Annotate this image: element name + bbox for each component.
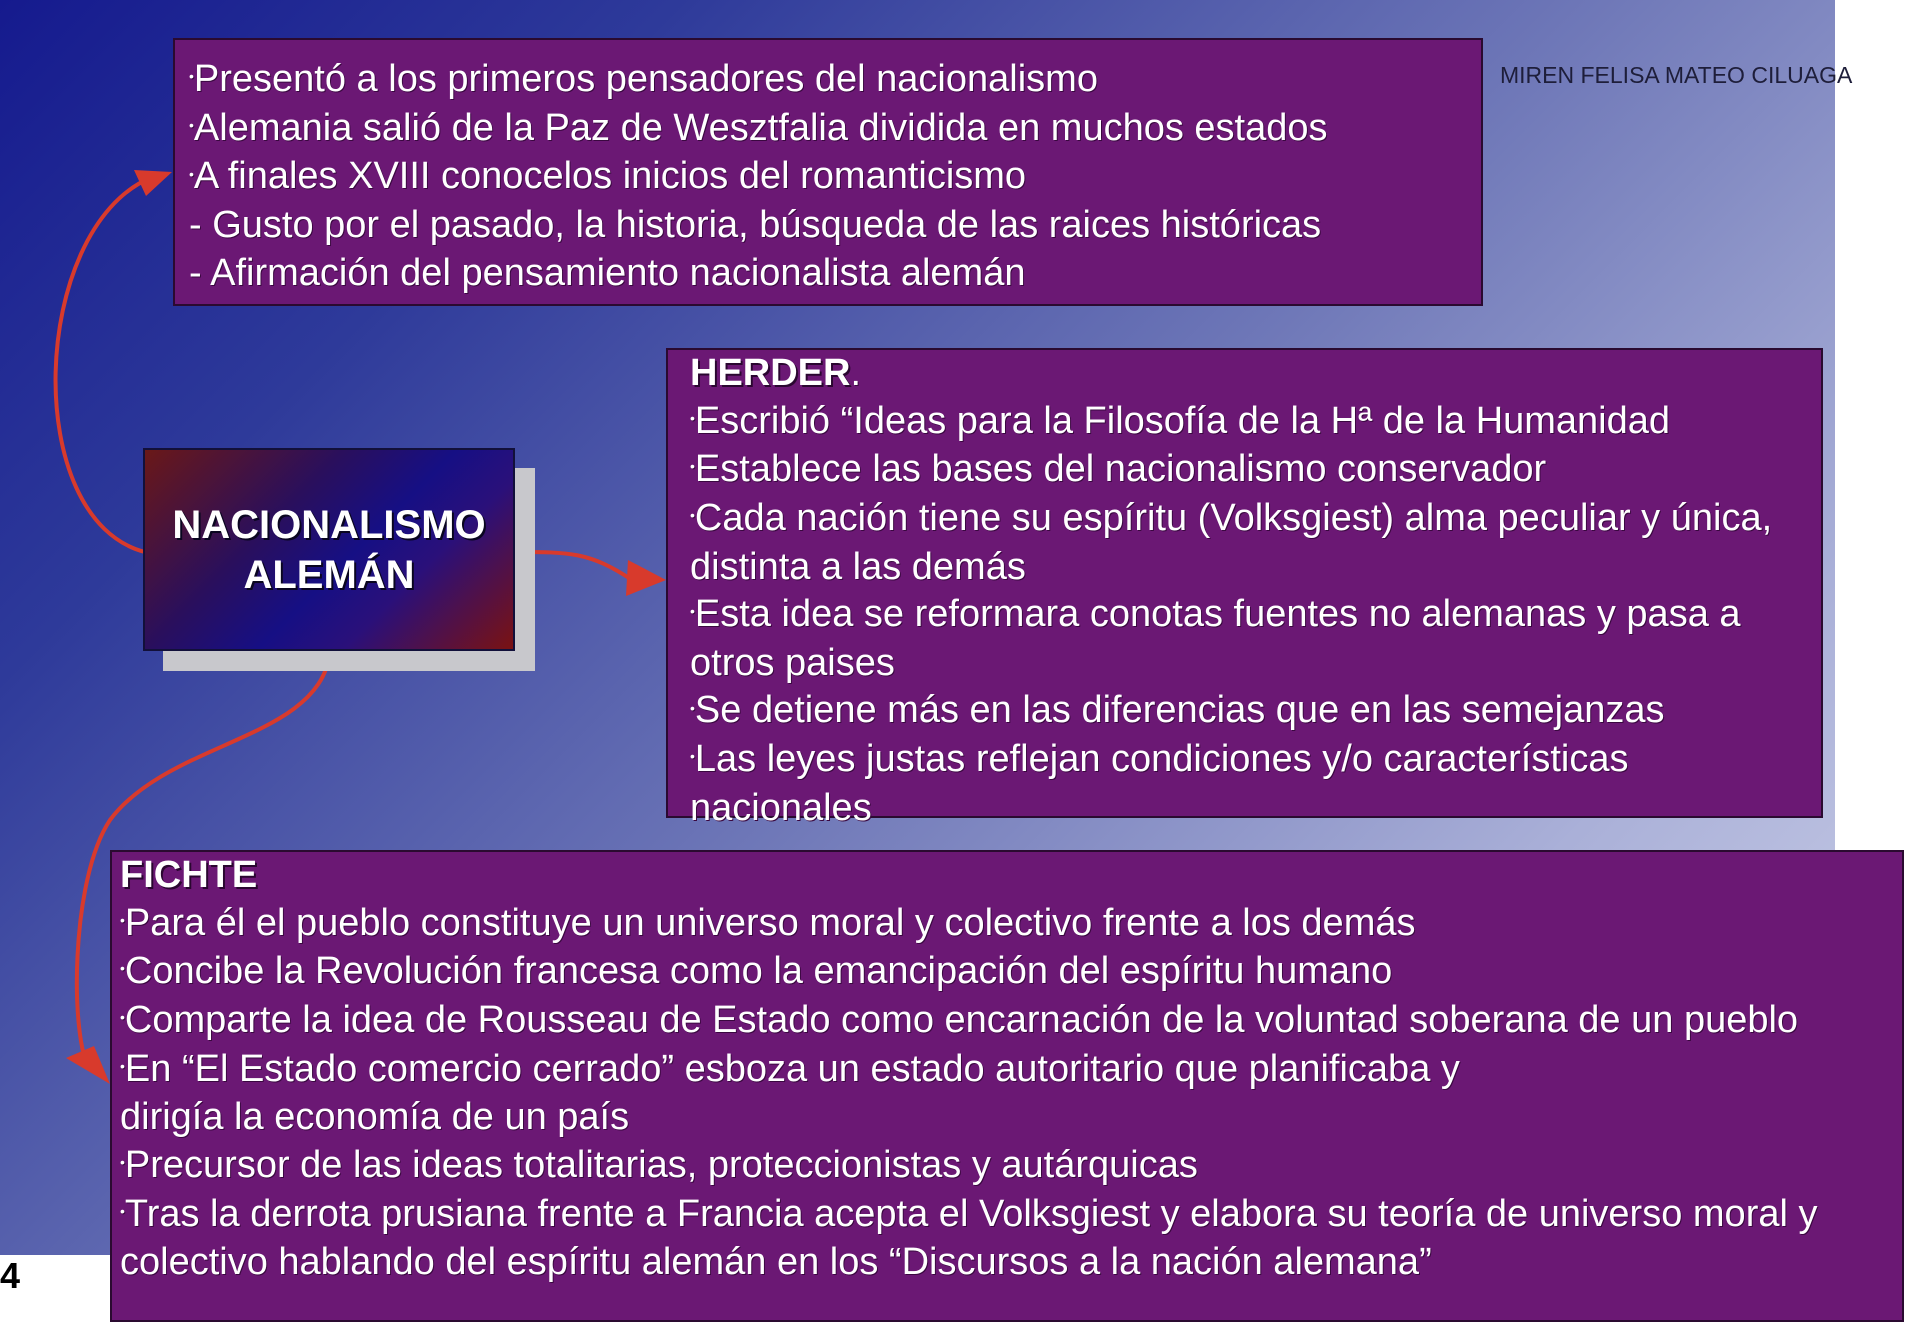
herder-item: •Establece las bases del nacionalismo conservador bbox=[690, 448, 1547, 491]
herder-item: •Esta idea se reformara conotas fuentes no alemanas y pasa a otros paises bbox=[690, 593, 1741, 684]
herder-item: •Las leyes justas reflejan condiciones y/o características nacionales bbox=[690, 738, 1629, 829]
center-node-line1: NACIONALISMO bbox=[172, 502, 486, 547]
intro-item: •Presentó a los primeros pensadores del nacionalismo bbox=[189, 58, 1098, 100]
center-node-line2: ALEMÁN bbox=[243, 552, 415, 597]
fichte-title: FICHTE bbox=[120, 854, 258, 896]
fichte-item: •En “El Estado comercio cerrado” esboza un estado autoritario que planificaba y dirigía la economía de un país bbox=[120, 1047, 1460, 1139]
bullet-icon: • bbox=[690, 507, 695, 524]
bullet-icon: • bbox=[690, 409, 695, 426]
author-label: MIREN FELISA MATEO CILUAGA bbox=[1500, 62, 1853, 88]
bullet-icon: • bbox=[120, 1202, 125, 1219]
fichte-box bbox=[110, 850, 1904, 1322]
fichte-item: •Comparte la idea de Rousseau de Estado como encarnación de la voluntad soberana de un pueblo bbox=[120, 998, 1799, 1041]
fichte-item: •Para él el pueblo constituye un universo moral y colectivo frente a los demás bbox=[120, 901, 1416, 944]
bullet-icon: • bbox=[189, 116, 194, 133]
herder-title: HERDER. bbox=[690, 352, 862, 394]
herder-item: •Escribió “Ideas para la Filosofía de la Hª de la Humanidad bbox=[690, 399, 1671, 442]
bullet-icon: • bbox=[120, 1009, 125, 1026]
intro-item: •A finales XVIII conocelos inicios del romanticismo bbox=[189, 155, 1027, 198]
herder-box bbox=[666, 348, 1823, 829]
bullet-icon: • bbox=[120, 1154, 125, 1171]
fichte-item: •Precursor de las ideas totalitarias, proteccionistas y autárquicas bbox=[120, 1143, 1198, 1186]
bullet-icon: • bbox=[690, 458, 695, 475]
intro-subitem: - Afirmación del pensamiento nacionalista alemán bbox=[189, 251, 1026, 294]
bullet-icon: • bbox=[189, 165, 194, 182]
bullet-icon: • bbox=[120, 1057, 125, 1074]
herder-item: •Se detiene más en las diferencias que en las semejanzas bbox=[690, 689, 1665, 732]
intro-subitem: - Gusto por el pasado, la historia, búsqueda de las raices históricas bbox=[189, 204, 1322, 247]
bullet-icon: • bbox=[120, 960, 125, 977]
intro-item: •Alemania salió de la Paz de Wesztfalia dividida en muchos estados bbox=[189, 106, 1328, 149]
bullet-icon: • bbox=[120, 911, 125, 928]
intro-box bbox=[173, 38, 1483, 306]
bullet-icon: • bbox=[189, 68, 194, 85]
bullet-icon: • bbox=[690, 699, 695, 716]
fichte-item: •Concibe la Revolución francesa como la emancipación del espíritu humano bbox=[120, 950, 1393, 993]
herder-item: •Cada nación tiene su espíritu (Volksgiest) alma peculiar y única, distinta a las demás bbox=[690, 496, 1773, 588]
page-number: 4 bbox=[0, 1255, 21, 1296]
fichte-item: •Tras la derrota prusiana frente a Francia acepta el Volksgiest y elabora su teoría de universo moral y colectivo hablando del espíritu alemán en los “Discursos a la nación alemana” bbox=[120, 1192, 1818, 1284]
bullet-icon: • bbox=[690, 603, 695, 620]
center-node bbox=[143, 448, 515, 651]
bullet-icon: • bbox=[690, 748, 695, 765]
